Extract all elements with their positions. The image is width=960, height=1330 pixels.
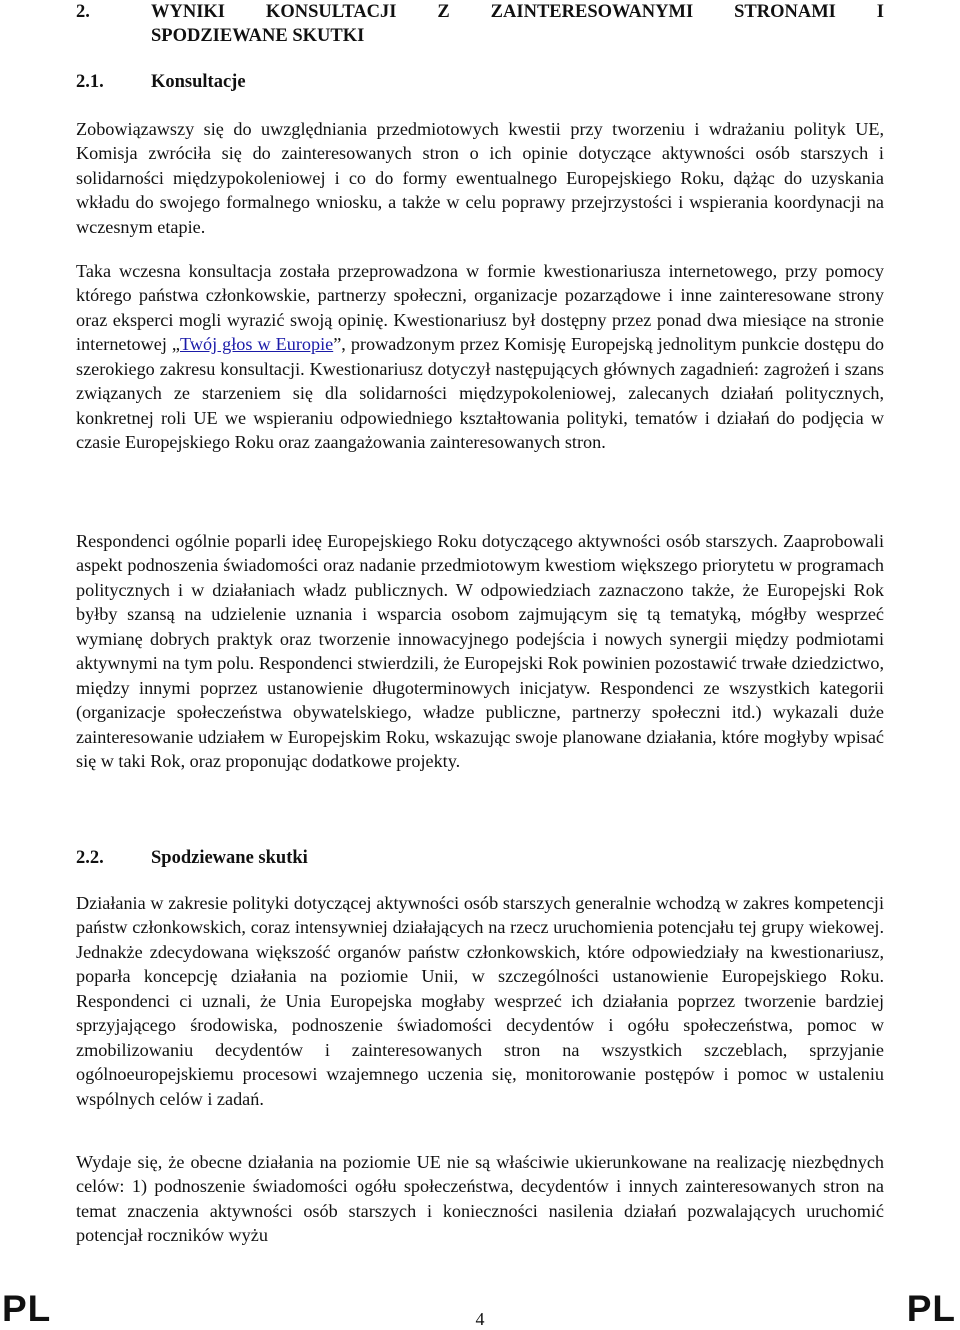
twoj-glos-w-europie-link[interactable]: Twój głos w Europie [180,334,334,355]
footer-language-code-left: PL [2,1288,52,1329]
section-title-line-1: WYNIKI KONSULTACJI Z ZAINTERESOWANYMI STRONAMI I [151,2,884,22]
footer-language-code-right: PL [906,1288,956,1329]
paragraph-text: ”, prowadzonym przez Komisję Europejską jednolitym punkcie dostępu do szerokiego zakresu konsultacji. Kwestionariusz dotyczył następujących głównych zagadnień: zagrożeń i szans związanych ze starzeniem się dla solidarności międzypokoleniowej, zalecanych działań politycznych, konkretnej roli UE we wspieraniu odpowiedniego kształtowania polityki, tematów i działań do podjęcia w czasie Europejskiego Roku oraz zaangażowania zainteresowanych stron. [76,334,884,453]
section-heading-2-2 [76,846,884,870]
section-number: 2.1. [76,72,104,92]
section-number: 2. [76,2,90,22]
paragraph: Zobowiązawszy się do uwzględniania przedmiotowych kwestii przy tworzeniu i wdrażaniu polityk UE, Komisja zwróciła się do zainteresowanych stron o ich opinie dotyczące aktywności osób starszych i solidarności międzypokoleniowej i co do formy ewentualnego Europejskiego Roku, dążąc do uzyskania wkładu do swojego formalnego wniosku, a także w celu poprawy przejrzystości i wspierania koordynacji na wczesnym etapie. [76,119,884,237]
section-number: 2.2. [76,848,104,868]
paragraph-text: Taka wczesna konsultacja została przeprowadzona w formie kwestionariusza internetowego, przy pomocy którego państwa członkowskie, partnerzy społeczni, organizacje pozarządowe i inne zainteresowane strony oraz eksperci mogli wyrazić swoją opinię. Kwestionariusz był dostępny przez ponad dwa miesiące na stronie internetowej „ [76,261,884,355]
section-title: Spodziewane skutki [151,848,308,868]
paragraph [76,259,884,455]
section-heading-2-1 [76,70,884,94]
section-title: Konsultacje [151,72,246,92]
paragraph: Działania w zakresie polityki dotyczącej aktywności osób starszych generalnie wchodzą w zakres kompetencji państw członkowskich, coraz intensywniej działających na rzecz uruchomienia potencjału tej grupy wiekowej. Jednakże zdecydowana większość organów państw członkowskich, które odpowiedziały na kwestionariusz, poparła koncepcję działania na poziomie Unii, w szczególności ustanowienie Europejskiego Roku. Respondenci ci uznali, że Unia Europejska mogłaby wesprzeć ich działania poprzez tworzenie bardziej sprzyjającego środowiska, podnoszenie świadomości decydentów i ogółu społeczeństwa, pomoc w zmobilizowaniu decydentów i zainteresowanych stron na wszystkich szczeblach, sprzyjanie ogólnoeuropejskiemu procesowi wzajemnego uczenia się, monitorowanie postępów i pomoc w ustaleniu wspólnych celów i zadań. [76,893,884,1109]
page-number: 4 [475,1309,485,1329]
paragraph: Respondenci ogólnie poparli ideę Europejskiego Roku dotyczącego aktywności osób starszych. Zaaprobowali aspekt podnoszenia świadomości oraz nadanie przedmiotowym kwestiom większego priorytetu w programach politycznych i w działaniach władz publicznych. W odpowiedziach zaznaczono także, że Europejski Rok byłby szansą na udzielenie uznania i wsparcia osobom zajmującym się tą tematyką, mógłby wesprzeć wymianę dobrych praktyk oraz tworzenie innowacyjnego podejścia i nowych synergii między podmiotami aktywnymi na tym polu. Respondenci stwierdzili, że Europejski Rok powinien pozostawić trwałe dziedzictwo, między innymi poprzez ustanowienie długoterminowych inicjatyw. Respondenci ze wszystkich kategorii (organizacje społeczeństwa obywatelskiego, władze publiczne, partnerzy społeczni itd.) wykazali duże zainteresowanie udziałem w Europejskim Roku, wskazując swoje planowane działania, które mogłyby wpisać się w taki Rok, oraz proponując dodatkowe projekty. [76,531,884,772]
section-title-line-2: SPODZIEWANE SKUTKI [151,26,365,46]
section-heading-2 [76,0,884,48]
section-title [151,0,884,48]
paragraph: Wydaje się, że obecne działania na poziomie UE nie są właściwie ukierunkowane na realizację niezbędnych celów: 1) podnoszenie świadomości ogółu społeczeństwa, decydentów i innych zainteresowanych stron na temat znaczenia aktywności osób starszych i konieczności nasilenia działań pozwalających uruchomić potencjał roczników wyżu [76,1152,884,1246]
